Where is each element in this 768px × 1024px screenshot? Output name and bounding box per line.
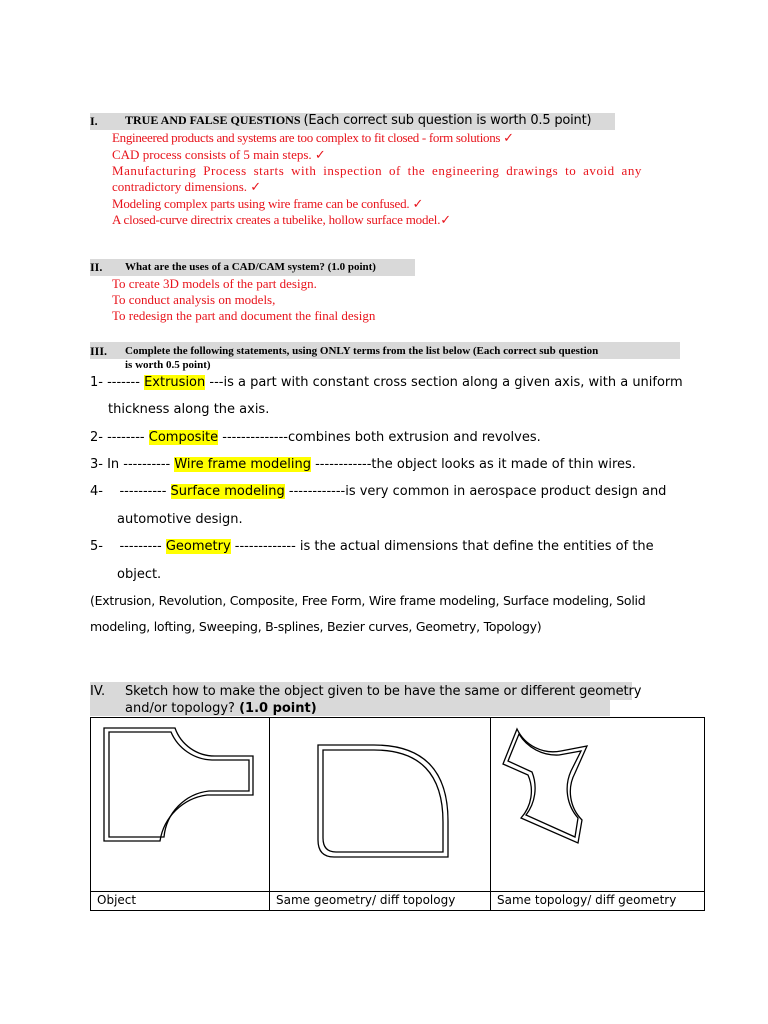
- object-sketch: [91, 718, 269, 886]
- section1-heading-note: (Each correct sub question is worth 0.5 point): [303, 113, 592, 128]
- sketch-cell-object: [91, 718, 270, 892]
- statement-5: [90, 539, 654, 554]
- statement-2-prefix: 2- --------: [90, 430, 149, 445]
- statement-2-suffix: --------------combines both extrusion and revolves.: [218, 430, 541, 445]
- section4-heading-line2: [125, 701, 317, 716]
- statement-3: [90, 457, 636, 472]
- statement-4: [90, 484, 666, 499]
- statement-1-prefix: 1- -------: [90, 375, 145, 390]
- statement-2-answer: Composite: [148, 430, 219, 445]
- section1-answer-5: A closed-curve directrix creates a tubelike, hollow surface model.✓: [112, 212, 451, 227]
- statement-4-prefix: 4- ----------: [90, 484, 171, 499]
- statement-4-cont: automotive design.: [117, 512, 243, 527]
- statement-3-prefix: 3- In ----------: [90, 457, 175, 472]
- statement-2: [90, 430, 541, 445]
- sketch-cell-same-topology: [491, 718, 705, 892]
- same-geometry-sketch: [270, 718, 490, 886]
- statement-5-answer: Geometry: [165, 539, 231, 554]
- sketch-cell-same-geometry: [270, 718, 491, 892]
- section1-answer-1: Engineered products and systems are too complex to fit closed - form solutions ✓: [112, 130, 514, 145]
- section2-answer-1: To create 3D models of the part design.: [112, 276, 317, 291]
- statement-5-suffix: ------------- is the actual dimensions that define the entities of the: [230, 539, 654, 554]
- section1-answer-3-cont: contradictory dimensions. ✓: [112, 179, 262, 194]
- caption-row: [91, 892, 705, 911]
- section3-heading-line1: Complete the following statements, using ONLY terms from the list below (Each correct sub question: [125, 345, 599, 357]
- statement-1-answer: Extrusion: [144, 375, 206, 390]
- section1-heading: [125, 113, 591, 128]
- statement-5-cont: object.: [117, 567, 162, 582]
- section2-answer-2: To conduct analysis on models,: [112, 292, 276, 307]
- section4-points: (1.0 point): [239, 701, 317, 716]
- section1-answer-2: CAD process consists of 5 main steps. ✓: [112, 147, 326, 162]
- statement-5-prefix: 5- ---------: [90, 539, 166, 554]
- caption-same-topology: Same topology/ diff geometry: [491, 892, 705, 911]
- caption-same-geometry: Same geometry/ diff topology: [270, 892, 491, 911]
- statement-4-suffix: ------------is very common in aerospace product design and: [284, 484, 667, 499]
- section1-heading-title: TRUE AND FALSE QUESTIONS: [125, 113, 301, 127]
- section1-answer-4: Modeling complex parts using wire frame can be confused. ✓: [112, 196, 424, 211]
- statement-3-answer: Wire frame modeling: [174, 457, 311, 472]
- section4-number: IV.: [90, 684, 106, 699]
- sketch-table: [90, 717, 705, 911]
- statement-3-suffix: ------------the object looks as it made of thin wires.: [310, 457, 636, 472]
- section4-heading-line2-text: and/or topology?: [125, 701, 235, 716]
- statement-1: [90, 375, 683, 390]
- caption-object: Object: [91, 892, 270, 911]
- statement-1-cont: thickness along the axis.: [108, 402, 270, 417]
- section1-number: I.: [90, 114, 98, 128]
- section3-number: III.: [90, 344, 108, 358]
- section1-answer-3: Manufacturing Process starts with inspection of the engineering drawings to avoid any: [112, 163, 642, 178]
- statement-1-suffix: ---is a part with constant cross section along a given axis, with a uniform: [205, 375, 683, 390]
- section2-number: II.: [90, 260, 103, 274]
- section2-heading: What are the uses of a CAD/CAM system? (1.0 point): [125, 261, 376, 273]
- term-list-line1: (Extrusion, Revolution, Composite, Free Form, Wire frame modeling, Surface modeling, Solid: [90, 593, 646, 608]
- section3-heading-line2: is worth 0.5 point): [125, 359, 211, 371]
- same-topology-sketch: [491, 718, 704, 886]
- statement-4-answer: Surface modeling: [170, 484, 285, 499]
- section2-answer-3: To redesign the part and document the final design: [112, 308, 376, 323]
- sketch-row: [91, 718, 705, 892]
- term-list-line2: modeling, lofting, Sweeping, B-splines, Bezier curves, Geometry, Topology): [90, 619, 542, 634]
- section4-heading-line1: Sketch how to make the object given to be have the same or different geometry: [125, 684, 642, 699]
